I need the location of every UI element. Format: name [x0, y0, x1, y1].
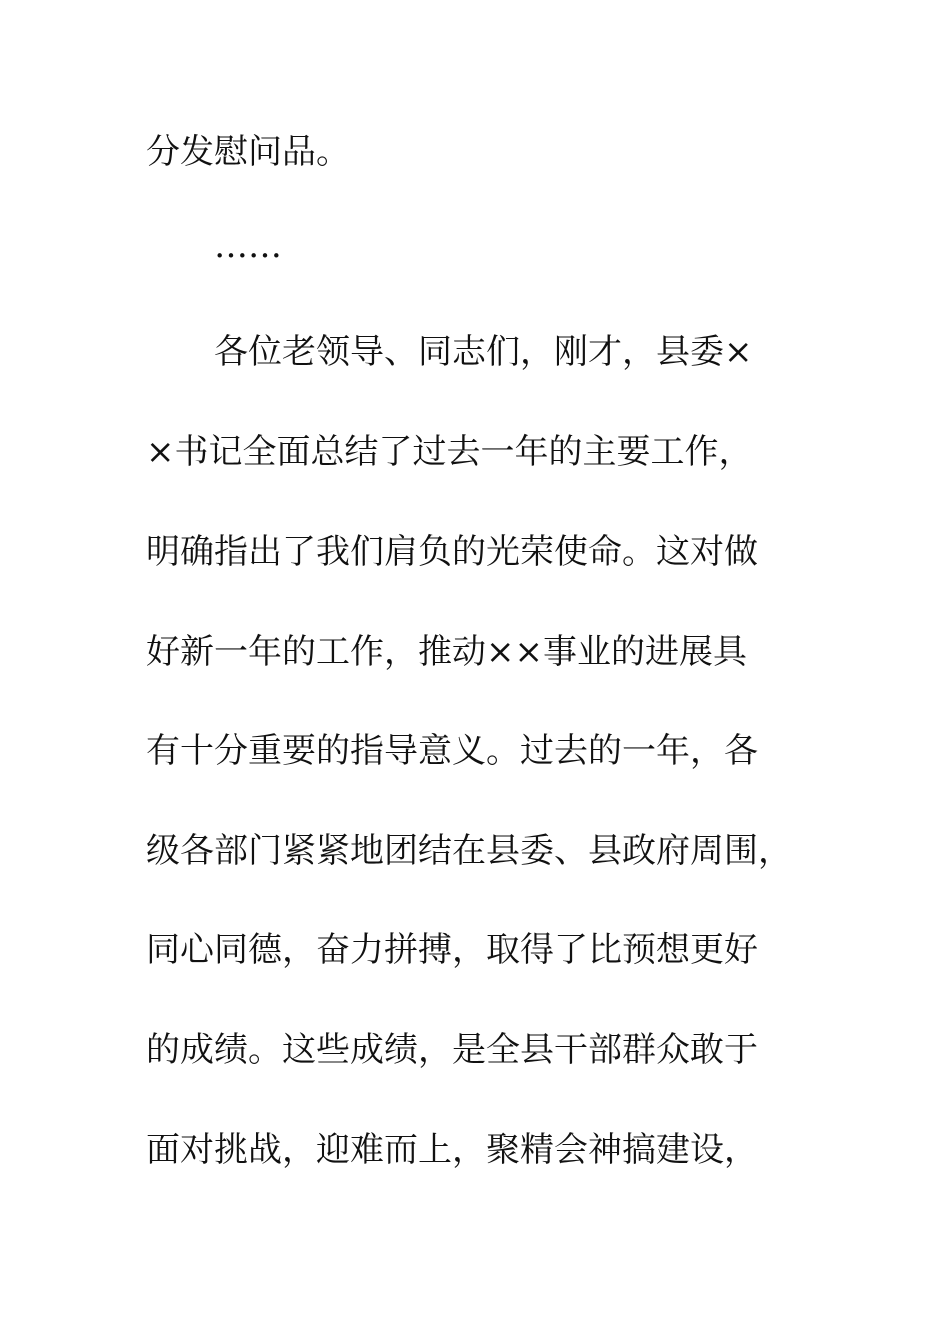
text-line-9: 同心同德，奋力拼搏，取得了比预想更好	[146, 930, 758, 970]
text-line-4: ×书记全面总结了过去一年的主要工作，	[146, 432, 753, 472]
text-line-7: 有十分重要的指导意义。过去的一年，各	[146, 731, 758, 771]
text-line-11: 面对挑战，迎难而上，聚精会神搞建设，	[146, 1130, 758, 1170]
text-line-10: 的成绩。这些成绩，是全县干部群众敢于	[146, 1030, 758, 1070]
text-line-6: 好新一年的工作，推动××事业的进展具	[146, 632, 747, 672]
text-line-5: 明确指出了我们肩负的光荣使命。这对做	[146, 532, 758, 572]
paragraph-start-line: 各位老领导、同志们，刚才，县委×	[214, 332, 753, 372]
text-line-1: 分发慰问品。	[146, 132, 350, 172]
ellipsis-line: ……	[214, 226, 282, 266]
text-line-8: 级各部门紧紧地团结在县委、县政府周围，	[146, 831, 792, 871]
